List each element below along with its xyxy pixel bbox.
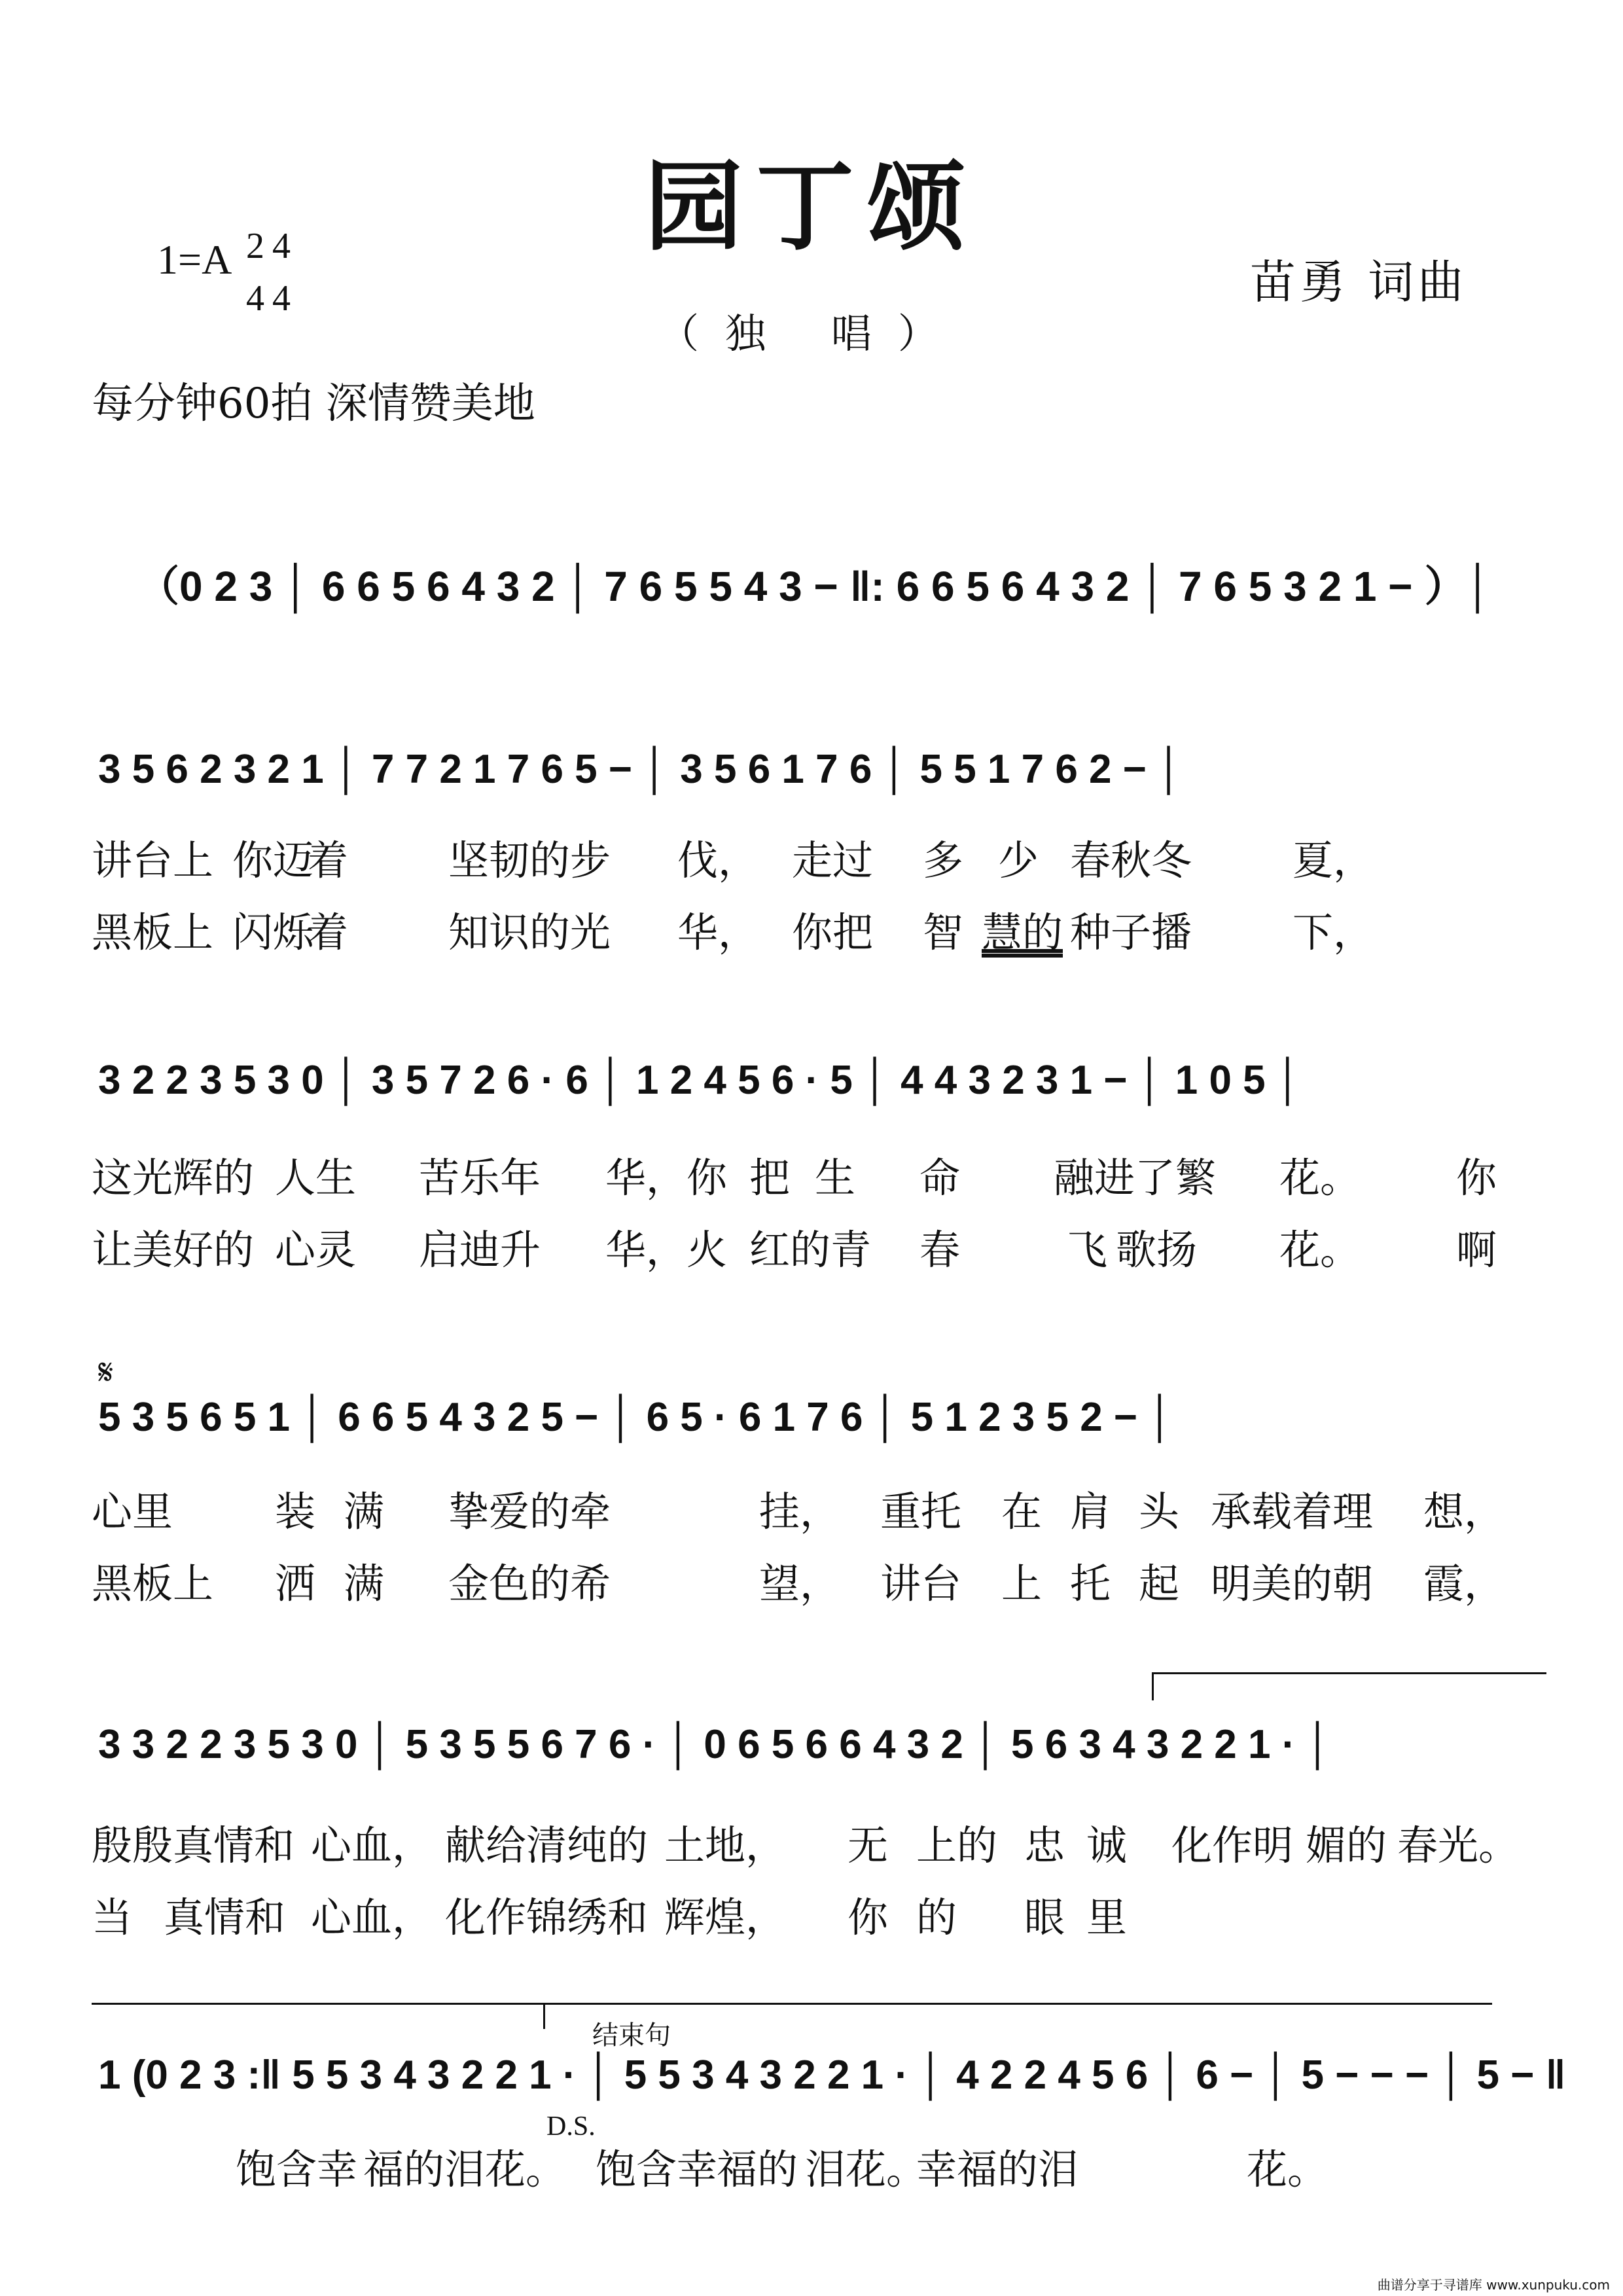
lyric: 生 [815, 1154, 856, 1202]
notation-row-6 [0, 2039, 1623, 2117]
lyric: 化作锦绣和 [445, 1893, 649, 1941]
lyric: 春光。 [1397, 1821, 1520, 1869]
lyric: 花。 [1279, 1226, 1361, 1274]
composer-credit: 苗勇 词曲 [1250, 255, 1468, 309]
segno-sign: 𝄋 [98, 1352, 114, 1393]
lyric: 当 [92, 1893, 133, 1941]
key-signature: 1=A [157, 236, 232, 283]
lyric: 华， [677, 908, 759, 956]
meter-1-numerator: 2 [246, 226, 264, 266]
lyric: 种子播 [1070, 908, 1192, 956]
lyric: 里 [1086, 1893, 1128, 1941]
lyric: 华，火 [605, 1226, 728, 1274]
watermark-footer: 曲谱分享于寻谱库 www.xunpuku.com [1377, 2277, 1610, 2293]
lyric: 苦乐年 [419, 1154, 541, 1202]
lyric: 你迈 [232, 836, 314, 884]
lyric: 饱含幸 [236, 2145, 358, 2193]
notation-row-5 [0, 1708, 1623, 1787]
notation-text: 3 2 2 3 5 3 0 │ 3 5 7 2 6 · 6 │ 1 2 4 5 6 · 5 │ 4 4 3 2 3 1 − │ 1 0 5 │ [98, 1058, 1302, 1103]
lyric: 上 [1001, 1560, 1043, 1607]
lyric: 慧的 [982, 908, 1063, 956]
lyric: 人生 [275, 1154, 357, 1202]
lyric: 霞， [1423, 1560, 1505, 1607]
ds-marking: D.S. [546, 2111, 596, 2142]
lyric: 融进了繁 [1054, 1154, 1217, 1202]
notation-text: （0 2 3 │ 6 6 5 6 4 3 2 │ 7 6 5 5 4 3 − ‖: 6 6 5 6 4 3 2 │ 7 6 5 3 2 1 − ）│ [137, 563, 1493, 610]
notation-text: 3 5 6 2 3 2 1 │ 7 7 2 1 7 6 5 − │ 3 5 6 1 7 6 │ 5 5 1 7 6 2 − │ [98, 747, 1183, 792]
lyric: 启迪升 [419, 1226, 541, 1274]
meter-2-denominator: 4 [272, 278, 291, 319]
lyric: 承载着理 [1211, 1488, 1374, 1535]
lyric: 着 [308, 836, 349, 884]
lyrics-row-2-verse-1 [0, 828, 1623, 884]
lyric: 满 [344, 1488, 385, 1535]
lyric: 挚爱的牵 [448, 1488, 611, 1535]
lyric: 你把 [792, 908, 874, 956]
notation-row-3 [0, 1044, 1623, 1122]
lyric: 在 [1001, 1488, 1043, 1535]
lyric: 花。 [1247, 2145, 1329, 2193]
lyric: 献给清纯的 [445, 1821, 649, 1869]
lyric: 重托 [880, 1488, 962, 1535]
lyric: 伐， [677, 836, 759, 884]
lyric: 的 [916, 1893, 957, 1941]
lyric: 把 [749, 1154, 791, 1202]
lyrics-row-5-verse-2 [0, 1885, 1623, 1941]
lyric: 辉煌， [664, 1893, 787, 1941]
lyric: 诚 [1086, 1821, 1128, 1869]
lyric: 化作明 [1171, 1821, 1294, 1869]
lyric: 肩 [1070, 1488, 1111, 1535]
lyric: 心血， [311, 1821, 433, 1869]
volta-bracket-2 [543, 2003, 545, 2029]
lyric: 金色的希 [448, 1560, 611, 1607]
lyric: 起 [1139, 1560, 1180, 1607]
lyric: 挂， [759, 1488, 841, 1535]
lyric: 想， [1423, 1488, 1505, 1535]
lyric: 让美好的 [92, 1226, 255, 1274]
lyric: 托 [1070, 1560, 1111, 1607]
volta-bracket-1 [1152, 1672, 1546, 1700]
lyrics-row-3-verse-1 [0, 1145, 1623, 1202]
lyric: 福的泪花。 [363, 2145, 567, 2193]
lyric: 命 [919, 1154, 961, 1202]
lyric: 这光辉的 [92, 1154, 255, 1202]
lyric: 心灵 [275, 1226, 357, 1274]
notation-text: 1 (0 2 3 :‖ 5 5 3 4 3 2 2 1 · │ 5 5 3 4 3 2 2 1 · │ 4 2 2 4 5 6 │ 6 − │ 5 − − − │ 5 − ‖ [98, 2053, 1566, 2098]
lyrics-row-4-verse-2 [0, 1551, 1623, 1607]
notation-row-4 [0, 1381, 1623, 1460]
notation-text: 3 3 2 2 3 5 3 0 │ 5 3 5 5 6 7 6 · │ 0 6 5 6 6 4 3 2 │ 5 6 3 4 3 2 2 1 · │ [98, 1722, 1332, 1767]
lyric: 真情和 [164, 1893, 286, 1941]
lyric: 走过 [792, 836, 874, 884]
lyric: 知识的光 [448, 908, 611, 956]
lyric: 土地， [664, 1821, 787, 1869]
lyric: 夏， [1293, 836, 1374, 884]
lyric: 福的 [717, 2145, 798, 2193]
lyric: 啊 [1456, 1226, 1497, 1274]
lyric: 讲台上 [92, 836, 214, 884]
lyric: 歌扬 [1116, 1226, 1198, 1274]
lyric: 满 [344, 1560, 385, 1607]
lyric: 少 [998, 836, 1039, 884]
lyrics-row-6 [0, 2137, 1623, 2193]
lyrics-row-4-verse-1 [0, 1479, 1623, 1535]
lyric: 讲台 [880, 1560, 962, 1607]
lyric: 明美的朝 [1211, 1560, 1374, 1607]
notation-text: 5 3 5 6 5 1 │ 6 6 5 4 3 2 5 − │ 6 5 · 6 1 7 6 │ 5 1 2 3 5 2 − │ [98, 1395, 1175, 1440]
lyric: 你 [847, 1893, 889, 1941]
volta-bracket-line [92, 2003, 1492, 2005]
lyric: 望， [759, 1560, 841, 1607]
lyric: 黑板上 [92, 908, 214, 956]
lyric: 上的 [916, 1821, 998, 1869]
lyric: 装 [275, 1488, 316, 1535]
lyric: 心里 [92, 1488, 173, 1535]
lyric: 眼 [1024, 1893, 1065, 1941]
lyric: 幸福的泪 [916, 2145, 1079, 2193]
lyric: 饱含幸 [596, 2145, 718, 2193]
lyric: 媚的 [1306, 1821, 1387, 1869]
lyric: 多 [923, 836, 964, 884]
notation-row-1 [0, 540, 1623, 619]
song-title: 园丁颂 [644, 151, 978, 264]
lyric: 心血， [311, 1893, 433, 1941]
lyrics-row-5-verse-1 [0, 1813, 1623, 1869]
lyric: 着 [308, 908, 349, 956]
lyric: 花。 [1279, 1154, 1361, 1202]
song-subtitle: （独 唱） [658, 310, 965, 357]
lyrics-row-2-verse-2 [0, 900, 1623, 956]
tempo-marking: 每分钟60拍 深情赞美地 [92, 380, 535, 428]
lyric: 无 [847, 1821, 889, 1869]
lyrics-row-3-verse-2 [0, 1217, 1623, 1274]
coda-label: 结束句 [592, 2020, 671, 2051]
lyric: 华，你 [605, 1154, 728, 1202]
lyric: 泪花。 [805, 2145, 927, 2193]
lyric: 红的青 [749, 1226, 872, 1274]
lyric: 春秋冬 [1070, 836, 1192, 884]
lyric: 春 [919, 1226, 961, 1274]
lyric: 智 [923, 908, 964, 956]
notation-row-2 [0, 733, 1623, 812]
lyric: 闪烁 [232, 908, 314, 956]
lyric: 忠 [1024, 1821, 1065, 1869]
meter-1-denominator: 4 [246, 278, 264, 319]
lyric: 下， [1293, 908, 1374, 956]
lyric: 坚韧的步 [448, 836, 611, 884]
lyric: 飞 [1067, 1226, 1108, 1274]
lyric: 黑板上 [92, 1560, 214, 1607]
lyric: 头 [1139, 1488, 1180, 1535]
lyric: 殷殷真情和 [92, 1821, 295, 1869]
lyric: 洒 [275, 1560, 316, 1607]
lyric: 你 [1456, 1154, 1497, 1202]
meter-2-numerator: 4 [272, 226, 291, 266]
